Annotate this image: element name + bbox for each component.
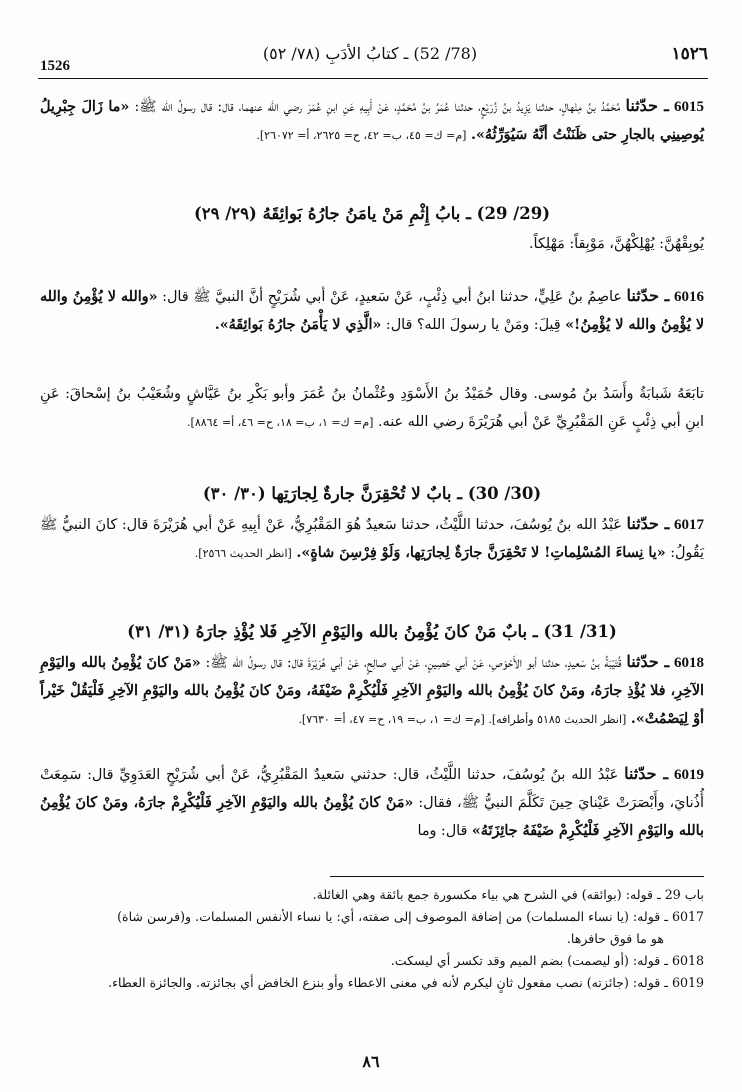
hadith-6016: [40, 282, 704, 339]
hadith-number: 6015: [674, 99, 705, 115]
hadith-chain: عاصِمُ بنُ عَلِيٍّ، حدثنا ابنُ أبي ذِئْبٍ، عَنْ سَعيدٍ، عَنْ أبي شُرَيْحٍ أنَّ النبيَّ ﷺ قال:: [162, 289, 622, 305]
hadith-6017: [40, 510, 704, 568]
hadith-quote: «مَنْ كانَ يُؤْمِنُ بالله واليَوْمِ الآخِرِ، فلا يُؤْذِ جارَهُ، ومَنْ كانَ يُؤْمِنُ بالله واليَوْمِ الآخِرِ فَلْيُكْرِمْ ضَيْفَهُ، ومَنْ كانَ يُؤْمِنُ بالله واليَوْمِ الآخِرِ فَلْيَقُلْ خَيْراً أوْ لِيَصْمُتْ».: [40, 655, 704, 727]
page-number-latin: 1526: [40, 58, 70, 74]
hadith-lead: ـ حدّثنا: [624, 764, 669, 783]
hadith-6018: [40, 648, 704, 734]
hadith-chain: مُحَمَّدُ بنُ مِنْهالٍ، حدثنا يَزِيدُ بنُ زُرَيْعٍ، حدثنا عُمَرُ بنُ مُحَمَّدٍ، عَنْ أَبِيهِ عَنِ ابنِ عُمَرَ رضي الله عنهما، قال: قال رسولُ الله ﷺ:: [134, 99, 621, 115]
footnote-6017-cont: هو ما فوق حافرها.: [566, 931, 664, 946]
page-number-arabic: ١٥٢٦: [671, 44, 708, 64]
footnote-6019: 6019 ـ قوله: (جائزته) نصب مفعول ثانٍ ليكرم لأنه في معنى الاعطاء وأو بنزع الخافض أي بجائزته. والجائزة العطاء.: [108, 975, 704, 990]
hadith-follow-text: تابَعَهُ شَبابَةُ وأَسَدُ بنُ مُوسى. وقال حُمَيْدُ بنُ الأَسْوَدِ وعُثْمانُ بنُ عُمَرَ وأبو بَكْرِ بنُ عَيَّاشٍ وشُعَيْبُ بنُ إسْحاقَ: عَنِ ابنِ أبي ذِئْبٍ عَنِ المَقْبُرِيِّ عَنْ أبي هُرَيْرَةَ رضي الله عنه.: [40, 386, 704, 430]
hadith-quote: «والله لا يُؤْمِنُ والله لا يُؤْمِنُ والله لا يُؤْمِنُ!»: [40, 289, 704, 333]
hadith-reference: [انظر الحديث ٥١٨٥ وأطرافه]. [م= ك= ١، ب= ١٩، ح= ٤٧، أ= ٧٦٣٠].: [298, 713, 627, 726]
chapter-title-30: (30/ 30) ـ بابٌ لا تُحْقِرَنَّ جارةٌ لِجارَتِها (٣٠/ ٣٠): [202, 484, 542, 503]
hadith-quote: «ما زَالَ جِبْرِيلُ يُوصِينِي بالجارِ حتى ظَنَنْتُ أنَّهُ سَيُوَرِّثُهُ».: [40, 99, 704, 143]
hadith-chain: عَبْدُ الله بنُ يُوسُفَ، حدثنا اللَّيْثُ، قال: حدثني سَعيدٌ المَقْبُرِيُّ، عَنْ أبي شُرَيْحٍ العَدَوِيِّ قال: سَمِعَتْ أُذُنايَ، وأَبْصَرَتْ عَيْنايَ حِينَ تَكَلَّمَ النبيُّ ﷺ، فقال:: [40, 767, 704, 811]
hadith-reference: [م= ك= ١، ب= ١٨، ح= ٤٦، أ= ٨٨٦٤].: [187, 416, 374, 429]
footnote-6018: 6018 ـ قوله: (أو ليصمت) بضم الميم وقد تكسر أي ليسكت.: [390, 953, 704, 968]
hadith-6019: [40, 760, 704, 845]
hadith-chain: عَبْدُ الله بنُ يُوسُفَ، حدثنا اللَّيْثُ، حدثنا سَعيدٌ هُوَ المَقْبُرِيُّ، عَنْ أبِيهِ عَنْ أبي هُرَيْرَةَ قال: كانَ النبيُّ ﷺ يَقُولُ:: [40, 517, 704, 561]
hadith-quote: «مَنْ كانَ يُؤْمِنُ بالله واليَوْمِ الآخِرِ فَلْيُكْرِمْ جارَهُ، ومَنْ كانَ يُؤْمِنُ بالله واليَوْمِ الآخِرِ فَلْيُكْرِمْ ضَيْفَهُ جائِزَتَهُ»: [40, 795, 704, 839]
hadith-lead: ـ حدّثنا: [626, 286, 670, 305]
chapter-title-29: (29/ 29) ـ بابُ إِثْمِ مَنْ يامَنُ جارُهُ بَوائِقَهُ (٢٩/ ٢٩): [193, 204, 551, 223]
hadith-chain: قُتَيْبَةُ بنُ سَعيدٍ، حدثنا أبو الأَحْوَصِ، عَنْ أبي حَصِينٍ، عَنْ أبي صالِحٍ، عَنْ أبي هُرَيْرَةَ قال: قال رسولُ الله ﷺ:: [205, 655, 622, 671]
footnote-bab29: باب 29 ـ قوله: (بوائقه) في الشرح هي بياء مكسورة جمع بائقة وهي الغائلة.: [312, 887, 704, 902]
hadith-reference: [م= ك= ٤٥، ب= ٤٢، ح= ٢٦٢٥، أ= ٢٦٠٧٢].: [256, 129, 467, 142]
hadith-question: قِيلَ: ومَنْ يا رسولَ الله؟ قال:: [385, 317, 561, 333]
chapter-gloss-29: يُوبِقْهُنَّ: يُهْلِكْهُنَّ، مَوْبِقاً: مَهْلِكاً.: [529, 236, 704, 252]
hadith-6016-follow: [40, 380, 704, 437]
hadith-tail: قال: وما: [417, 823, 468, 839]
page-number-footer: ٨٦: [362, 1052, 380, 1071]
hadith-quote: «يا نِساءَ المُسْلِماتِ! لا تَحْقِرَنَّ جارَةٌ لِجارَتِها، وَلَوْ فِرْسِنَ شاةٍ».: [296, 545, 666, 561]
hadith-quote-answer: «الَّذِي لا يَأْمَنُ جارُهُ بَوائِقَهُ».: [214, 317, 382, 333]
hadith-number: 6017: [674, 517, 704, 533]
running-title: (78/ 52) ـ كتابُ الأدَبِ (٧٨/ ٥٢): [262, 44, 478, 63]
hadith-number: 6019: [674, 767, 705, 783]
hadith-lead: ـ حدّثنا: [626, 514, 670, 533]
hadith-6015: [40, 92, 704, 150]
hadith-lead: ـ حدّثنا: [626, 652, 670, 671]
footnote-rule: [330, 876, 704, 877]
hadith-lead: ـ حدّثنا: [625, 96, 669, 115]
footnotes: [40, 884, 704, 994]
hadith-number: 6018: [674, 655, 705, 671]
hadith-reference: [انظر الحديث ٢٥٦٦].: [194, 547, 292, 560]
header-rule: [38, 78, 708, 79]
hadith-number: 6016: [674, 289, 705, 305]
chapter-title-31: (31/ 31) ـ بابٌ مَنْ كانَ يُؤْمِنُ بالله واليَوْمِ الآخِرِ فَلا يُؤْذِ جارَهُ (٣١/ ٣١): [127, 622, 617, 641]
footnote-6017: 6017 ـ قوله: (يا نساء المسلمات) من إضافة الموصوف إلى صفته، أي: يا نساء الأنفس المسلمات. و(فرسن شاة): [117, 909, 704, 924]
